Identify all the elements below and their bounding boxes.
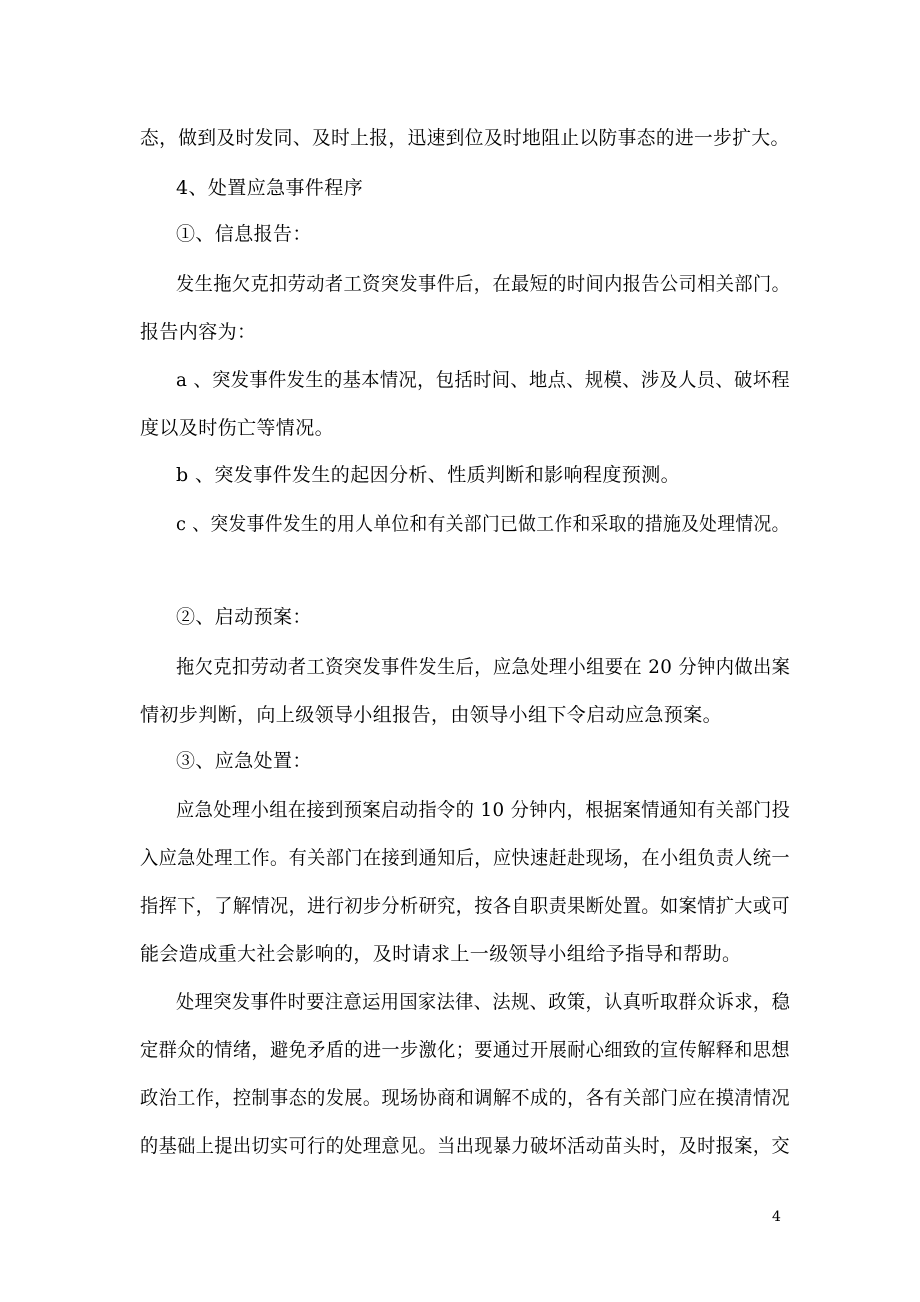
page-number: 4 bbox=[772, 1209, 781, 1225]
paragraph-line: 定群众的情绪，避免矛盾的进一步激化；要通过开展耐心细致的宣传解释和思想 bbox=[140, 1039, 791, 1061]
paragraph-line: 报告内容为： bbox=[140, 321, 257, 343]
paragraph-line: 情初步判断，向上级领导小组报告，由领导小组下令启动应急预案。 bbox=[140, 704, 723, 726]
paragraph-line: 入应急处理工作。有关部门在接到通知后，应快速赶赴现场，在小组负责人统一 bbox=[140, 847, 791, 869]
list-item-line: a 、突发事件发生的基本情况，包括时间、地点、规模、涉及人员、破坏程 bbox=[176, 369, 791, 391]
paragraph-line: 的基础上提出切实可行的处理意见。当出现暴力破坏活动苗头时，及时报案，交 bbox=[140, 1135, 791, 1157]
paragraph-line: 态，做到及时发同、及时上报，迅速到位及时地阻止以防事态的进一步扩大。 bbox=[140, 127, 790, 149]
subsection-heading: ②、启动预案： bbox=[176, 606, 312, 628]
paragraph-line: 发生拖欠克扣劳动者工资突发事件后，在最短的时间内报告公司相关部门。 bbox=[176, 273, 791, 295]
paragraph-line: 能会造成重大社会影响的，及时请求上一级领导小组给予指导和帮助。 bbox=[140, 943, 742, 965]
paragraph-line: 应急处理小组在接到预案启动指令的 10 分钟内，根据案情通知有关部门投 bbox=[176, 799, 791, 821]
subsection-heading: ①、信息报告： bbox=[176, 223, 312, 245]
list-item-line: b 、突发事件发生的起因分析、性质判断和影响程度预测。 bbox=[176, 464, 681, 486]
section-heading: 4、处置应急事件程序 bbox=[176, 177, 364, 199]
subsection-heading: ③、应急处置： bbox=[176, 750, 312, 772]
list-item-line: c 、突发事件发生的用人单位和有关部门已做工作和采取的措施及处理情况。 bbox=[176, 513, 790, 535]
list-item-line: 度以及时伤亡等情况。 bbox=[140, 417, 335, 439]
paragraph-line: 处理突发事件时要注意运用国家法律、法规、政策，认真听取群众诉求，稳 bbox=[176, 991, 791, 1013]
paragraph-line: 拖欠克扣劳动者工资突发事件发生后，应急处理小组要在 20 分钟内做出案 bbox=[176, 656, 791, 678]
paragraph-line: 政治工作，控制事态的发展。现场协商和调解不成的，各有关部门应在摸清情况 bbox=[140, 1087, 791, 1109]
paragraph-line: 指挥下，了解情况，进行初步分析研究，按各自职责果断处置。如案情扩大或可 bbox=[140, 895, 791, 917]
